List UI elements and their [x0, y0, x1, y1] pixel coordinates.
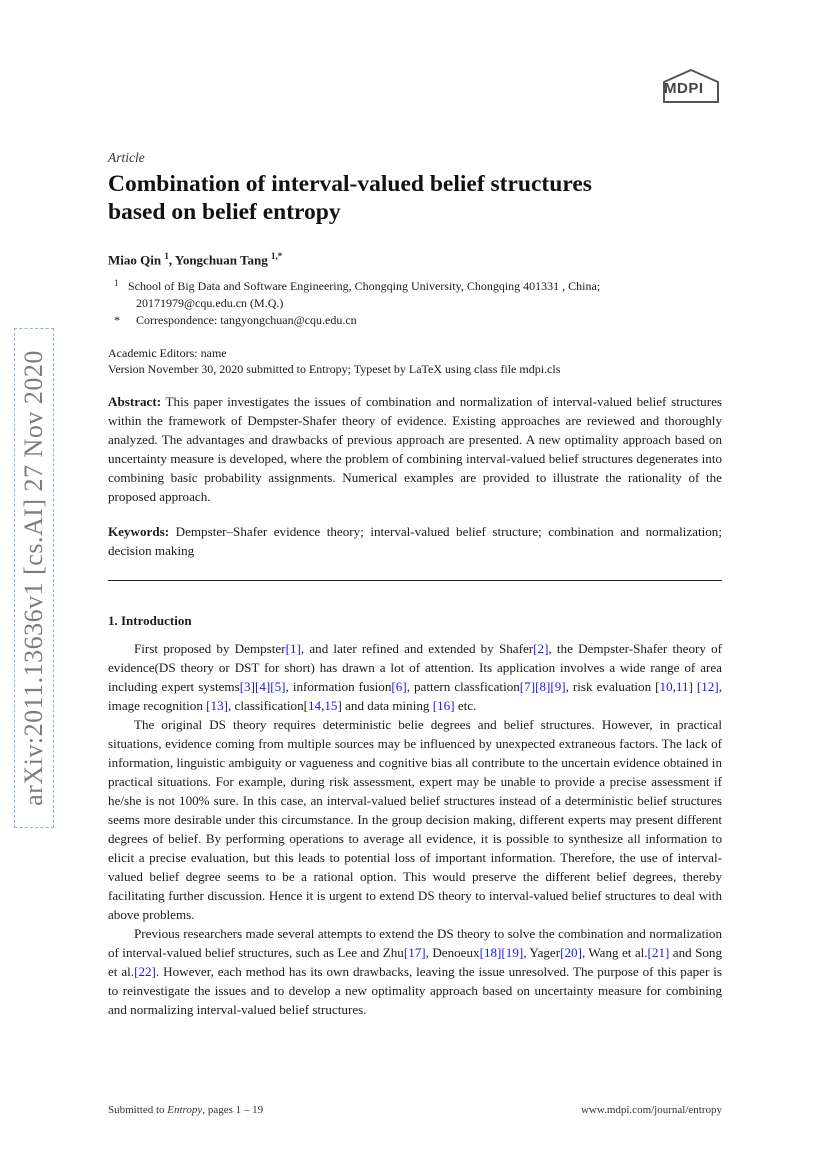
article-type-label: Article — [108, 150, 145, 165]
mdpi-logo-text: MDPI — [664, 80, 704, 97]
section-heading: 1. Introduction — [108, 613, 192, 629]
header-divider — [108, 580, 722, 581]
citation-link[interactable]: [16] — [432, 698, 455, 714]
paragraph-text: , image recognition — [108, 679, 722, 714]
author-name: Yongchuan Tang — [174, 252, 268, 268]
citation-link[interactable]: [20] — [560, 945, 582, 961]
citation-link[interactable]: 15 — [324, 698, 338, 714]
citation-link[interactable]: [3] — [239, 679, 255, 695]
arxiv-identifier-text: arXiv:2011.13636v1 [cs.AI] 27 Nov 2020 — [19, 350, 48, 806]
footer-journal: Entropy — [167, 1104, 203, 1116]
paragraph-text: , the Dempster-Shafer theory of evidence(DS theory or DST for short) has drawn a lot of attention. Its application involves a wide range of area including expert systems — [108, 641, 722, 695]
citation-link[interactable]: [4] — [254, 679, 271, 695]
citation-link[interactable]: [5] — [270, 679, 286, 695]
citation-link[interactable]: [1] — [285, 641, 301, 657]
paragraph-text: , pattern classfication — [406, 679, 520, 695]
citation-link[interactable]: [6] — [391, 679, 407, 695]
paragraph-text: , — [672, 679, 676, 695]
author-affiliation-mark: 1,* — [271, 251, 283, 261]
author-name: Miao Qin — [108, 252, 162, 268]
keywords-label: Keywords: — [108, 524, 170, 540]
citation-link[interactable]: [17] — [403, 945, 426, 961]
citation-link[interactable]: [19] — [501, 945, 524, 961]
paragraph-text: . However, each method has its own drawbacks, leaving the issue unresolved. The purpose of this paper is to reinvestigate the issues and to develop a new optimality approach based on uncertainty measure for combining and normalizing interval-valued belief structures. — [108, 964, 722, 1018]
paragraph-text: ] — [688, 679, 697, 695]
paragraph-text: First proposed by Dempster — [134, 641, 286, 657]
keywords-text: Dempster–Shafer evidence theory; interval-valued belief structure; combination and normalization; decision making — [108, 524, 722, 559]
author-list — [108, 248, 722, 268]
paragraph-text: etc. — [454, 698, 477, 714]
citation-link[interactable]: [21] — [647, 945, 670, 961]
footer-prefix: Submitted to — [108, 1104, 168, 1116]
title-line-1: Combination of interval-valued belief structures — [108, 171, 592, 197]
intro-paragraph-1 — [108, 639, 722, 715]
abstract — [108, 392, 722, 506]
footer-submission — [108, 1104, 263, 1116]
paragraph-text: ] and data mining — [337, 698, 433, 714]
affiliation-email: 20171979@cqu.edu.cn (M.Q.) — [136, 296, 284, 311]
intro-paragraph-3 — [108, 924, 722, 1019]
citation-link[interactable]: 10 — [659, 679, 673, 695]
abstract-label: Abstract: — [108, 394, 162, 410]
paragraph-text: , and later refined and extended by Shafer — [300, 641, 534, 657]
footer-pages: , pages 1 – 19 — [202, 1104, 264, 1116]
paper-title — [108, 170, 722, 226]
paper-content — [108, 150, 722, 1019]
citation-link[interactable]: [7] — [519, 679, 536, 695]
correspondence-text: Correspondence: tangyongchuan@cqu.edu.cn — [136, 313, 357, 328]
author-separator: , — [168, 252, 175, 268]
intro-paragraph-2: The original DS theory requires deterministic belie degrees and belief structures. However, in practical situations, evidence coming from multiple sources may be influenced by unexpected extraneous factors. The lack of information, linguistic ambiguity or vagueness and cognitive bias all contribute to the uncertain evidence obtained in practical situations. For example, during risk assessment, expert may be unable to provide a precise assessment if he/she is not 100% sure. In this case, an interval-valued belief structures instead of a deterministic belief structures seems more desirable under this circumstance. In the group decision making, different experts may present different degrees of belief. By performing operations to average all evidence, it is possible to synthesize all information to elicit a precise evaluation, but this leads to potential loss of important information. Therefore, the use of interval-valued belief degree seems to be a rational option. This would preserve the different belief degrees, thereby facilitating further discussion. Hence it is urgent to extend DS theory to interval-valued belief structures to deal with above problems. — [108, 717, 722, 923]
keywords — [108, 522, 722, 560]
affiliation — [108, 278, 722, 295]
affiliation-text: School of Big Data and Software Engineering, Chongqing University, Chongqing 401331 , China; — [128, 279, 601, 294]
citation-link[interactable]: [9] — [550, 679, 566, 695]
paragraph-text: , Denoeux — [425, 945, 480, 961]
affiliation-mark: 1 — [114, 278, 119, 289]
abstract-text: This paper investigates the issues of combination and normalization of interval-valued belief structures within the framework of Dempster-Shafer theory of evidence. Existing approaches are reviewed and thoroughly analyzed. The advantages and drawbacks of previous approach are presented. A new optimality approach based on uncertainty measure is developed, where the problem of combining interval-valued belief structures degenerates into combining basic probability assignments. Numerical examples are provided to illustrate the rationality of the proposed approach. — [108, 394, 723, 505]
paragraph-text: , risk evaluation [ — [565, 679, 660, 695]
title-line-2: based on belief entropy — [108, 199, 341, 225]
paragraph-text: , Wang et al. — [581, 945, 648, 961]
arxiv-identifier-stamp — [14, 328, 54, 828]
citation-link[interactable]: 14 — [308, 698, 322, 714]
correspondence — [108, 312, 722, 329]
version-line: Version November 30, 2020 submitted to Entropy; Typeset by LaTeX using class file mdpi.cls — [108, 362, 561, 377]
paragraph-text: , — [321, 698, 325, 714]
academic-editors: Academic Editors: name — [108, 346, 227, 361]
citation-link[interactable]: [18] — [479, 945, 502, 961]
footer-journal-link[interactable]: www.mdpi.com/journal/entropy — [580, 1104, 722, 1116]
correspondence-mark: * — [114, 313, 120, 328]
citation-link[interactable]: [13] — [206, 698, 228, 714]
citation-link[interactable]: [12] — [696, 679, 719, 695]
citation-link[interactable]: 11 — [675, 679, 689, 695]
paragraph-text: , information fusion — [285, 679, 392, 695]
publication-metadata — [108, 345, 722, 377]
mdpi-logo — [660, 68, 722, 108]
author-affiliation-mark: 1 — [164, 251, 169, 261]
paragraph-text: Previous researchers made several attempts to extend the DS theory to solve the combination and normalization of interval-valued belief structures, such as Lee and Zhu — [108, 926, 722, 961]
paragraph-text: , classification[ — [228, 698, 308, 714]
citation-link[interactable]: [8] — [535, 679, 551, 695]
paragraph-text: , Yager — [523, 945, 561, 961]
citation-link[interactable]: [2] — [533, 641, 549, 657]
citation-link[interactable]: [22] — [134, 964, 156, 980]
paragraph-text: and Song et al. — [108, 945, 722, 980]
